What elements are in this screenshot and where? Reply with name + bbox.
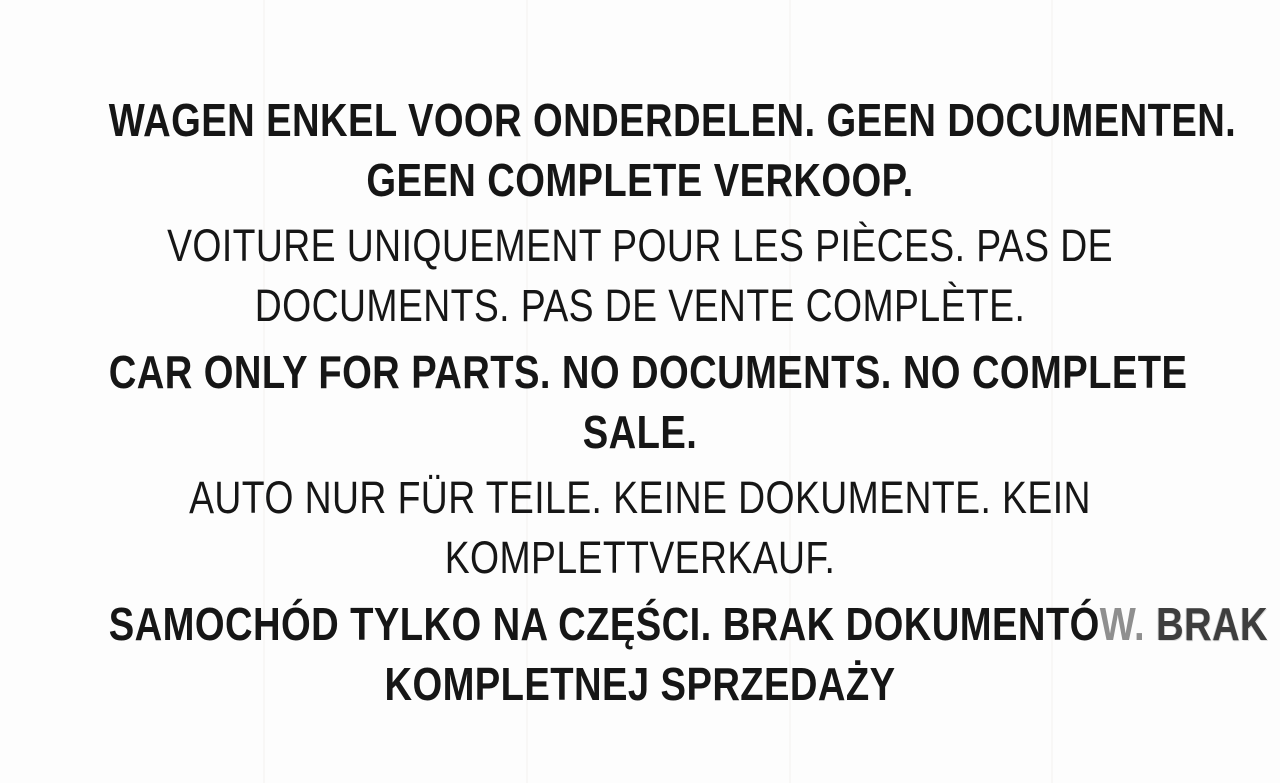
notice-text-segment: SAMOCHÓD TYLKO NA CZĘŚCI. BRAK DOKUMENTÓ [108,598,1100,650]
notice-text-segment: DOCUMENTS. PAS DE VENTE COMPLÈTE. [254,280,1026,331]
notice-line-dutch-1 [108,90,1237,150]
notice-line-german-2 [109,528,1171,588]
notice-line-english-2 [109,402,1171,462]
notice-text-segment: CAR ONLY FOR PARTS. NO DOCUMENTS. NO COMPLETE [108,346,1188,398]
notice-text-segment: GEEN COMPLETE VERKOOP. [366,154,914,206]
notice-text-segment: KOMPLETNEJ SPRZEDAŻY [384,658,896,710]
notice-line-english-1 [108,342,1188,402]
notice-line-dutch-2 [109,150,1171,210]
notice-text-segment: AUTO NUR FÜR TEILE. KEINE DOKUMENTE. KEIN [189,472,1091,523]
notice-text-segment-faded: W. [1099,598,1157,650]
notice-line-french-1 [109,216,1171,276]
notice-text-segment-noisy: BRAK [1156,598,1269,650]
notice-line-polish-1 [108,594,1269,654]
notice-text-segment: KOMPLETTVERKAUF. [444,532,836,583]
notice-text-segment: SALE. [582,406,698,458]
notice-line-polish-2 [109,654,1171,714]
notice-line-french-2 [109,276,1171,336]
notice-line-german-1 [109,468,1171,528]
notice-text-segment: VOITURE UNIQUEMENT POUR LES PIÈCES. PAS DE [167,220,1113,271]
notice-text-segment: WAGEN ENKEL VOOR ONDERDELEN. GEEN DOCUMENTEN. [108,94,1237,146]
